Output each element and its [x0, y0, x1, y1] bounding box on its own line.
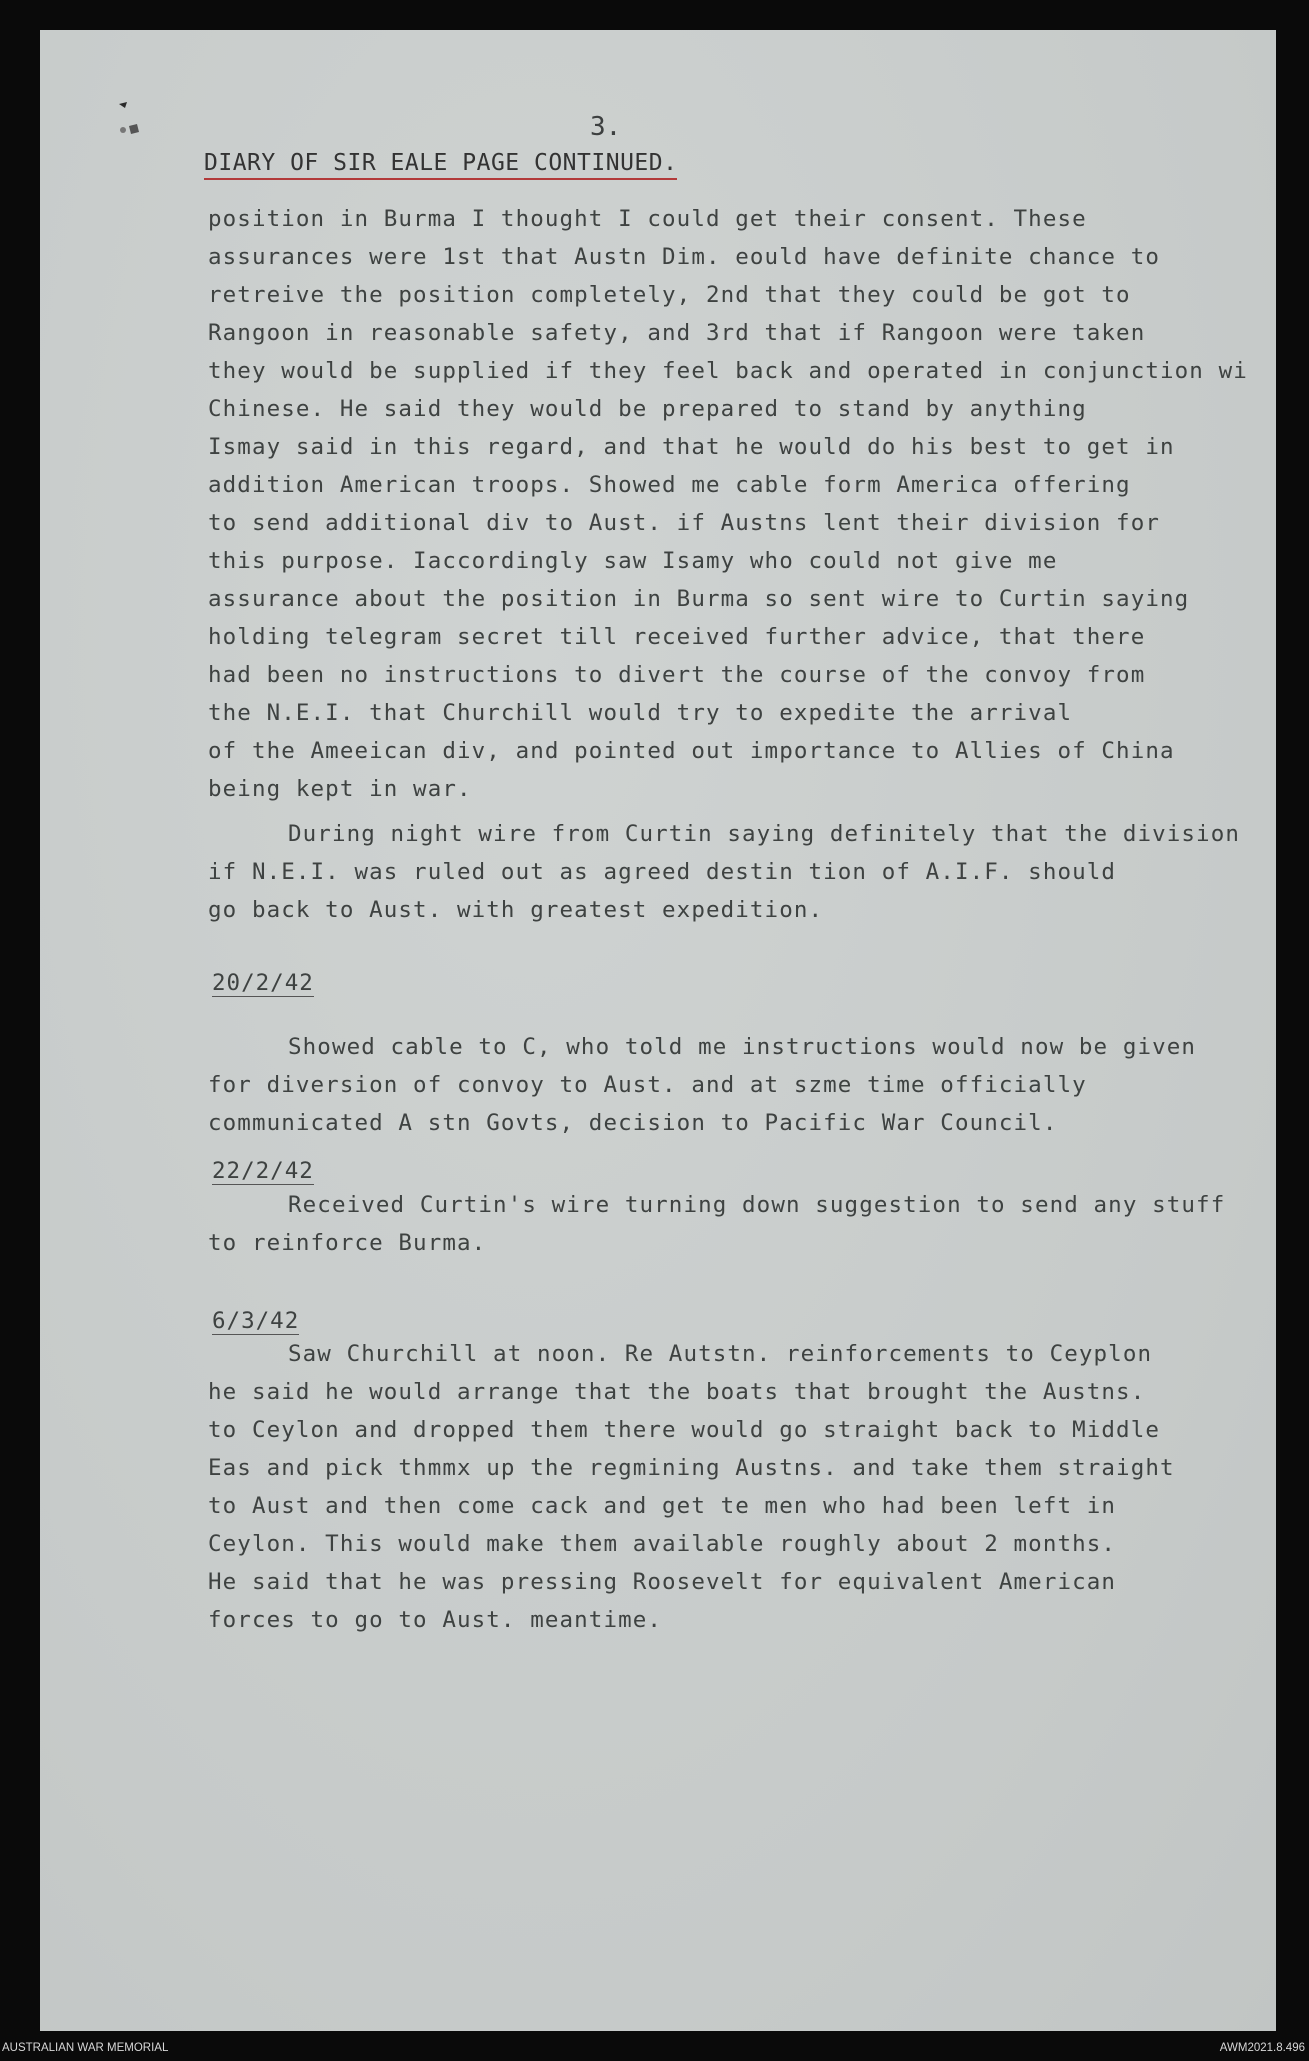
text-line: Ceylon. This would make them available roughly about 2 months.	[208, 1531, 1117, 1557]
text-line: communicated A stn Govts, decision to Pacific War Council.	[208, 1110, 1058, 1136]
text-line: of the Ameeican div, and pointed out importance to Allies of China	[208, 738, 1175, 764]
archive-credit: AUSTRALIAN WAR MEMORIAL	[2, 2042, 169, 2054]
text-line: assurances were 1st that Austn Dim. eould have definite chance to	[208, 244, 1160, 270]
text-line: if N.E.I. was ruled out as agreed destin tion of A.I.F. should	[208, 859, 1117, 885]
punch-hole-marks	[115, 100, 143, 144]
entry-1-text	[208, 1028, 1196, 1142]
text-line: the N.E.I. that Churchill would try to expedite the arrival	[208, 700, 1073, 726]
archive-reference: AWM2021.8.496	[1219, 2042, 1305, 2054]
text-line: go back to Aust. with greatest expedition.	[208, 897, 824, 923]
entry-date: 20/2/42	[212, 970, 314, 996]
text-line: Ismay said in this regard, and that he would do his best to get in	[208, 434, 1175, 460]
text-line: being kept in war.	[208, 776, 472, 802]
text-line: forces to go to Aust. meantime.	[208, 1607, 663, 1633]
text-line: He said that he was pressing Roosevelt for equivalent American	[208, 1569, 1117, 1595]
text-line: addition American troops. Showed me cable form America offering	[208, 472, 1131, 498]
text-line: During night wire from Curtin saying definitely that the division	[288, 821, 1240, 847]
text-line: to Aust and then come cack and get te men who had been left in	[208, 1493, 1117, 1519]
entry-date: 6/3/42	[212, 1308, 300, 1334]
entry-2-text	[208, 1186, 1225, 1262]
text-line: this purpose. Iaccordingly saw Isamy who could not give me	[208, 548, 1058, 574]
entry-3-text	[208, 1335, 1175, 1639]
paragraph-2	[208, 815, 1240, 929]
paragraph-1	[208, 200, 1248, 808]
text-line: position in Burma I thought I could get their consent. These	[208, 206, 1087, 232]
page-number: 3.	[590, 112, 622, 142]
text-line: they would be supplied if they feel back and operated in conjunction wi	[208, 358, 1248, 384]
text-line: retreive the position completely, 2nd that they could be got to	[208, 282, 1131, 308]
document-header: DIARY OF SIR EALE PAGE CONTINUED.	[204, 150, 677, 180]
text-line: Chinese. He said they would be prepared to stand by anything	[208, 396, 1087, 422]
text-line: holding telegram secret till received further advice, that there	[208, 624, 1146, 650]
text-line: Eas and pick thmmx up the regmining Austns. and take them straight	[208, 1455, 1175, 1481]
text-line: to Ceylon and dropped them there would go straight back to Middle	[208, 1417, 1160, 1443]
text-line: Rangoon in reasonable safety, and 3rd that if Rangoon were taken	[208, 320, 1146, 346]
text-line: to reinforce Burma.	[208, 1230, 487, 1256]
text-line: Received Curtin's wire turning down suggestion to send any stuff	[288, 1192, 1226, 1218]
text-line: Showed cable to C, who told me instructions would now be given	[288, 1034, 1197, 1060]
text-line: to send additional div to Aust. if Austns lent their division for	[208, 510, 1160, 536]
text-line: assurance about the position in Burma so sent wire to Curtin saying	[208, 586, 1190, 612]
text-line: he said he would arrange that the boats that brought the Austns.	[208, 1379, 1146, 1405]
text-line: for diversion of convoy to Aust. and at szme time officially	[208, 1072, 1087, 1098]
entry-date: 22/2/42	[212, 1158, 314, 1184]
text-line: had been no instructions to divert the course of the convoy from	[208, 662, 1146, 688]
text-line: Saw Churchill at noon. Re Autstn. reinforcements to Ceyplon	[288, 1341, 1153, 1367]
